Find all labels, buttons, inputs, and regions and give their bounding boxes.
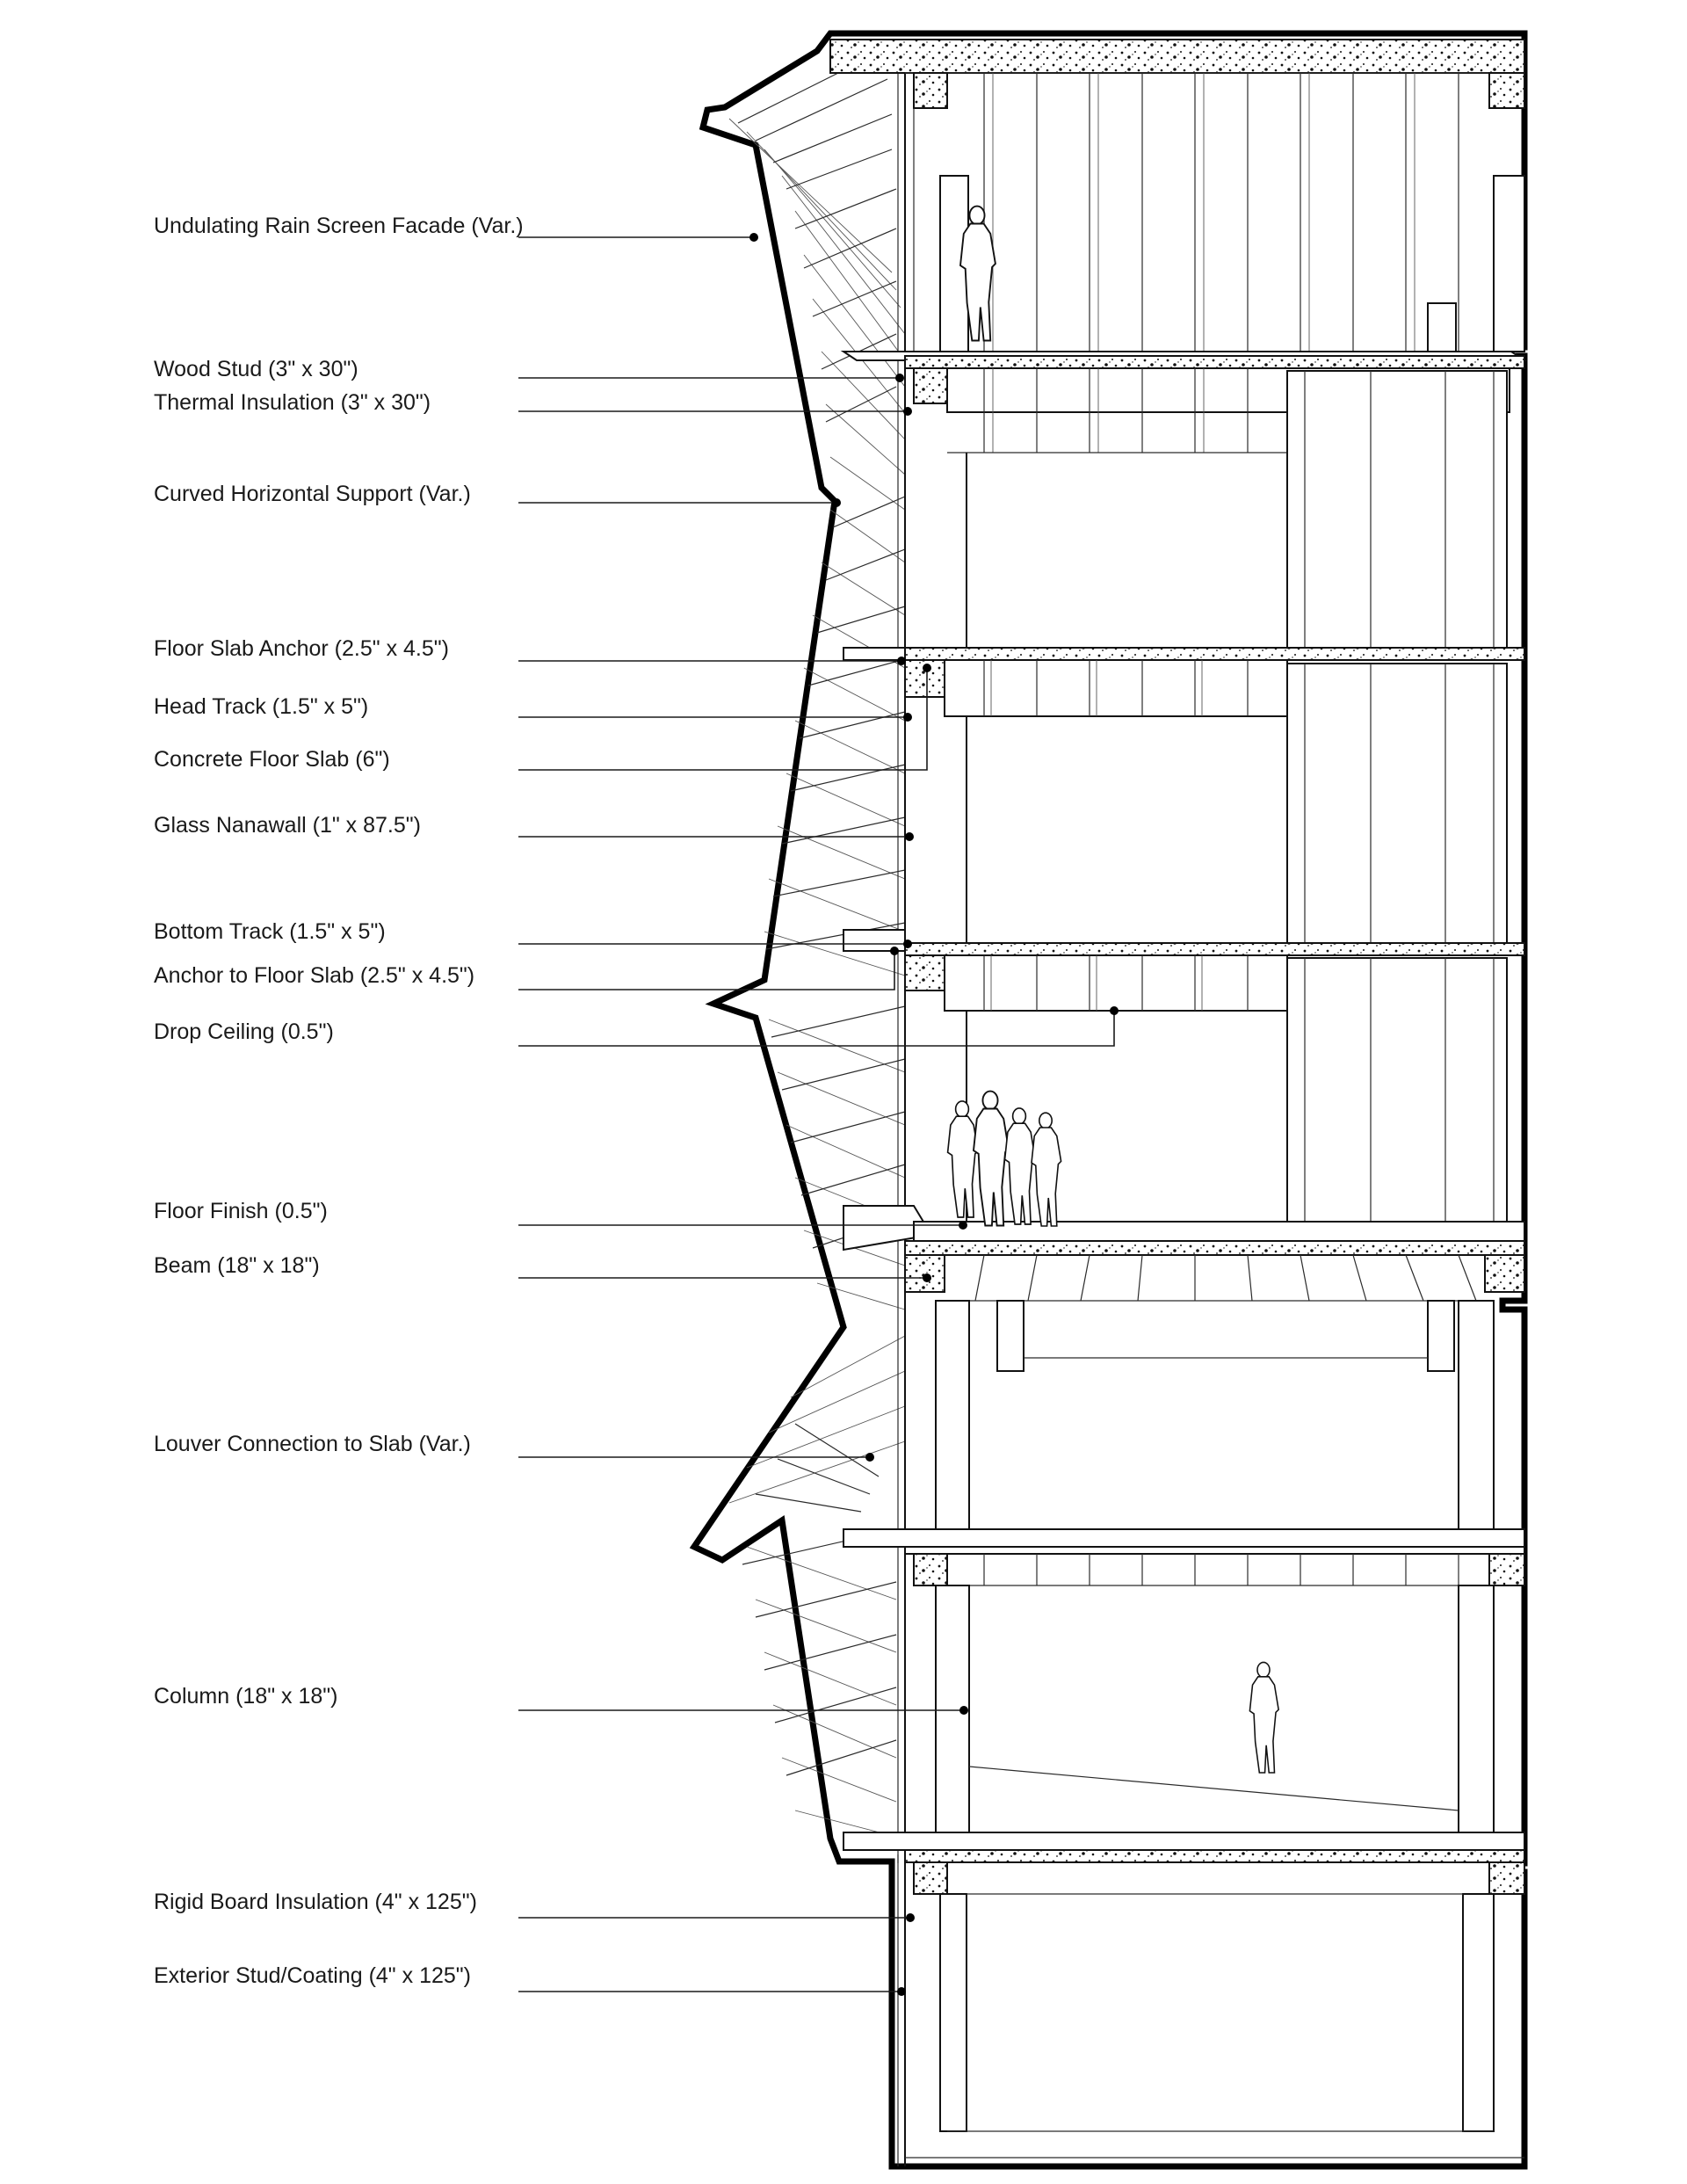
label-thermal-insulation	[154, 390, 912, 416]
label-bottom-track	[154, 919, 912, 948]
label-wood-stud	[154, 357, 904, 382]
roof-joists	[914, 73, 1459, 352]
floor-slab-3	[905, 943, 1524, 955]
label-anchor-floor-slab	[154, 947, 899, 990]
label-text: Glass Nanawall (1" x 87.5")	[154, 813, 421, 838]
label-text: Beam (18" x 18")	[154, 1253, 320, 1278]
floor-slab-6	[905, 1850, 1524, 1862]
floor-slab-4	[905, 1241, 1524, 1255]
label-drop-ceiling	[154, 1006, 1119, 1046]
label-text: Bottom Track (1.5" x 5")	[154, 919, 386, 944]
label-text: Curved Horizontal Support (Var.)	[154, 482, 471, 506]
label-text: Head Track (1.5" x 5")	[154, 694, 369, 719]
label-text: Thermal Insulation (3" x 30")	[154, 390, 431, 415]
label-floor-slab-anchor	[154, 636, 906, 665]
person-group	[948, 1092, 1061, 1226]
level4-ceiling-joists	[945, 1255, 1485, 1301]
person-figure-bottom	[1249, 1662, 1278, 1773]
building-section	[694, 33, 1524, 2166]
label-rigid-board	[154, 1890, 915, 1922]
label-beam	[154, 1253, 931, 1282]
label-text: Exterior Stud/Coating (4" x 125")	[154, 1963, 471, 1988]
level5-ceiling-joists	[947, 1554, 1489, 1585]
label-text: Louver Connection to Slab (Var.)	[154, 1432, 471, 1456]
label-exterior-stud	[154, 1963, 906, 1996]
label-head-track	[154, 694, 912, 722]
callout-labels	[154, 214, 1119, 1996]
floor-slab-2	[905, 648, 1524, 660]
label-text: Undulating Rain Screen Facade (Var.)	[154, 214, 524, 238]
floor-slab-1	[905, 356, 1524, 368]
label-text: Column (18" x 18")	[154, 1684, 338, 1709]
label-glass-nanawall	[154, 813, 914, 841]
roof-slab	[830, 40, 1524, 73]
label-text: Rigid Board Insulation (4" x 125")	[154, 1890, 477, 1914]
label-rain-screen	[154, 214, 758, 242]
label-text: Floor Finish (0.5")	[154, 1199, 328, 1223]
label-text: Floor Slab Anchor (2.5" x 4.5")	[154, 636, 449, 661]
label-text: Wood Stud (3" x 30")	[154, 357, 358, 381]
label-column	[154, 1684, 968, 1715]
label-curved-support	[154, 482, 841, 507]
label-text: Drop Ceiling (0.5")	[154, 1019, 334, 1044]
label-text: Concrete Floor Slab (6")	[154, 747, 390, 772]
label-text: Anchor to Floor Slab (2.5" x 4.5")	[154, 963, 475, 988]
